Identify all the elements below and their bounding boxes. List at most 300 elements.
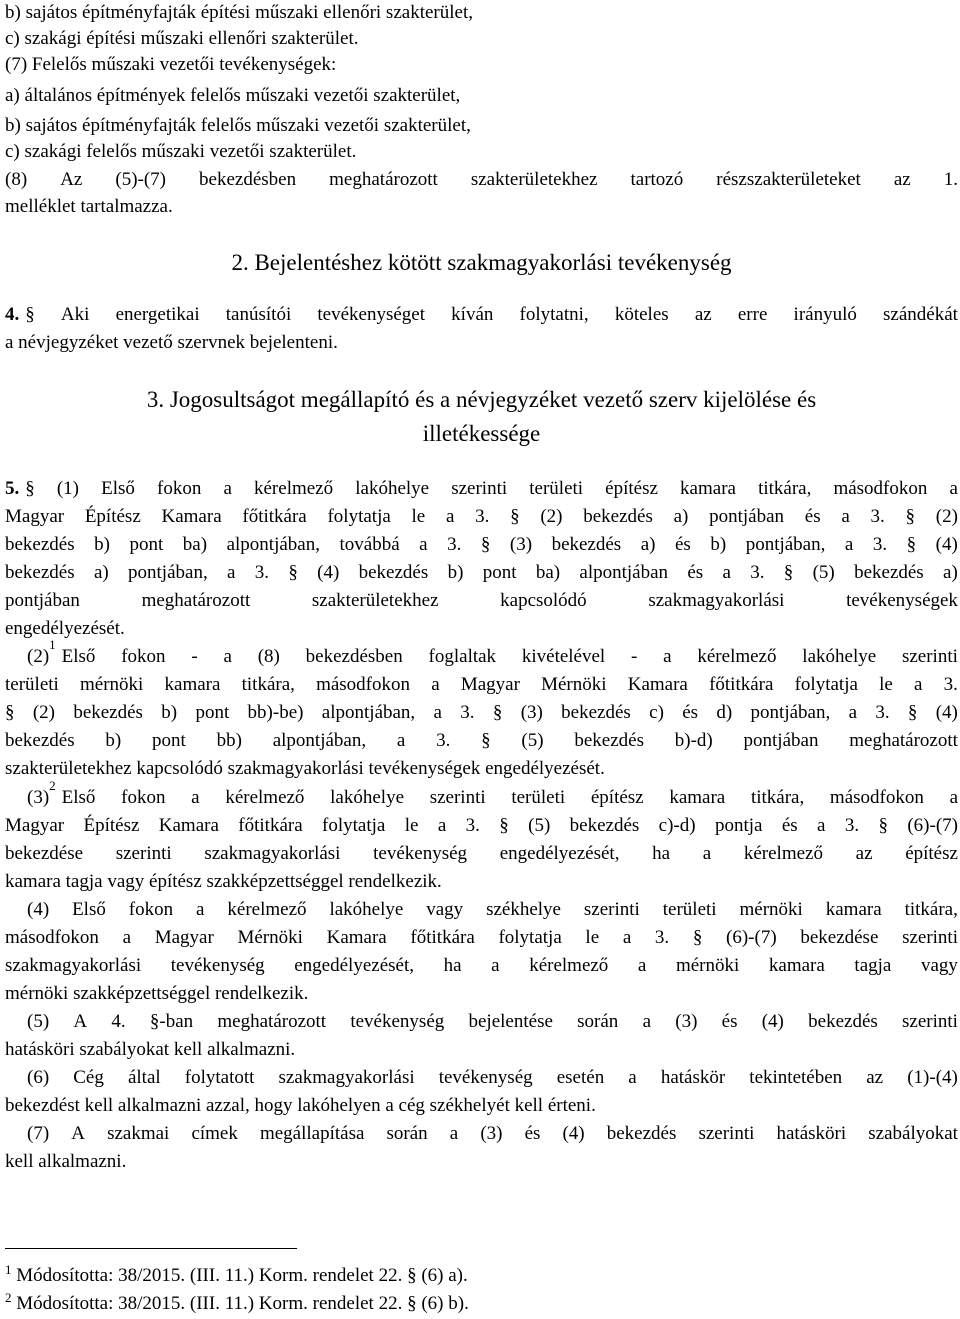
paragraph-line: hatásköri szabályokat kell alkalmazni.	[5, 1039, 296, 1060]
paragraph-line: kamara tagja vagy építész szakképzettséggel rendelkezik.	[5, 871, 442, 892]
word: pontjában,	[745, 534, 826, 555]
text-line: a) általános építmények felelős műszaki vezetői szakterület,	[5, 85, 461, 106]
word: bekezdés	[551, 534, 622, 555]
word: tanúsítói	[225, 304, 292, 325]
word: b)	[447, 562, 464, 583]
word: bekezdés	[73, 702, 143, 723]
word: főtitkára	[709, 674, 774, 695]
word: és	[687, 562, 704, 583]
word: §	[783, 562, 794, 583]
paragraph-line	[5, 589, 958, 613]
paragraph-line	[5, 673, 958, 697]
paragraph-2-first-line	[27, 637, 958, 669]
word: (4)	[761, 1011, 784, 1032]
word: engedélyezését,	[294, 955, 414, 976]
word: 4.	[111, 1011, 126, 1032]
word: §	[510, 506, 520, 527]
word: §	[5, 702, 15, 723]
word: hatáskör	[660, 1067, 726, 1088]
paragraph-number: (3)	[27, 787, 50, 808]
word: a	[914, 674, 923, 695]
word: címek	[191, 1123, 238, 1144]
word: (1)	[56, 478, 80, 499]
word: 3.	[460, 702, 475, 723]
word: meghatározott	[217, 1011, 327, 1032]
word: §	[25, 478, 35, 499]
word: szerinti	[451, 478, 508, 499]
word: 3.	[654, 927, 670, 948]
word: lakóhelye	[329, 899, 404, 920]
paragraph-line	[5, 926, 958, 950]
word: a	[445, 506, 455, 527]
word: bekezdés	[5, 730, 75, 751]
word: bb)	[216, 730, 242, 751]
word: (4)	[562, 1123, 585, 1144]
word: fokon	[157, 478, 202, 499]
text-line: c) szakági felelős műszaki vezetői szakterület.	[5, 141, 357, 162]
word: folytatja	[322, 815, 386, 836]
word: (3)	[480, 1123, 503, 1144]
word: fokon	[128, 899, 174, 920]
word: b)	[161, 702, 178, 723]
word: §	[480, 534, 491, 555]
word: a	[449, 1123, 459, 1144]
word: bekezdésben	[199, 169, 297, 190]
word: másodfokon	[833, 478, 928, 499]
word: (5)	[812, 562, 835, 583]
word: kérelmező	[529, 955, 609, 976]
word: pontjában	[709, 506, 785, 527]
word: a	[637, 955, 647, 976]
word: Kamara	[158, 815, 219, 836]
word: tevékenység	[373, 843, 468, 864]
word: b)	[94, 534, 110, 555]
word: területi	[529, 478, 584, 499]
word: bekezdés	[854, 562, 924, 583]
word: le	[879, 674, 893, 695]
paragraph-line: engedélyezését.	[5, 618, 125, 639]
word: és	[721, 1011, 738, 1032]
word: a	[191, 787, 200, 808]
word: Magyar	[460, 674, 520, 695]
word: Kamara	[326, 927, 387, 948]
word: titkára,	[904, 899, 958, 920]
paragraph-line: bekezdést kell alkalmazni azzal, hogy lakóhelyen a cég székhelyét kell érteni.	[5, 1095, 596, 1116]
footnote-ref[interactable]: 2	[49, 778, 56, 793]
word: tevékenységet	[317, 304, 426, 325]
text-line: c) szakági építési műszaki ellenőri szakterület.	[5, 28, 359, 49]
word: másodfokon	[316, 674, 411, 695]
word: tevékenységek	[846, 590, 958, 611]
word: 3.	[872, 534, 888, 555]
word: a	[817, 815, 826, 836]
word: (4)	[27, 899, 50, 920]
word: szerinti	[429, 787, 486, 808]
word: során	[577, 1011, 619, 1032]
section-4-text	[25, 303, 958, 327]
word: meghatározott	[141, 590, 251, 611]
word: titkára,	[758, 478, 812, 499]
word: (3)	[520, 702, 543, 723]
word: kamara	[669, 787, 726, 808]
word: §	[288, 562, 298, 583]
word: a)	[93, 562, 109, 583]
word: (4)	[317, 562, 340, 583]
word: területi	[662, 899, 717, 920]
word: tartozó	[630, 169, 684, 190]
word: kapcsolódó	[500, 590, 587, 611]
section-3-heading: 3. Jogosultságot megállapító és a névjegyzéket vezető szerv kijelölése és	[146, 387, 817, 412]
section-4-line: a névjegyzéket vezető szervnek bejelenteni.	[5, 332, 338, 353]
word: Magyar	[5, 506, 65, 527]
word: ha	[652, 843, 671, 864]
word: 3.	[844, 815, 860, 836]
word: §	[878, 815, 888, 836]
word: meghatározott	[849, 730, 958, 751]
word: továbbá	[339, 534, 400, 555]
word: kíván	[451, 304, 494, 325]
word: (5)-(7)	[115, 169, 167, 190]
word: bb)-be)	[247, 702, 304, 723]
word: az	[893, 169, 911, 190]
word: a	[227, 562, 236, 583]
word: 3.	[875, 702, 890, 723]
paragraph-8-line	[5, 168, 958, 192]
word: szakmagyakorlási	[5, 955, 142, 976]
word: Kamara	[161, 506, 222, 527]
paragraph-line	[5, 842, 958, 866]
word: -	[191, 646, 198, 667]
word: építész	[605, 478, 658, 499]
word: bekezdés	[561, 702, 631, 723]
word: bekezdése	[5, 843, 84, 864]
word: alpontjában	[579, 562, 669, 583]
word: mérnöki	[675, 955, 740, 976]
word: a	[223, 478, 232, 499]
paragraph-line	[5, 729, 958, 753]
word: bekezdés	[569, 815, 640, 836]
word: (3)	[509, 534, 533, 555]
word: az	[694, 304, 712, 325]
word: 3.	[447, 534, 462, 555]
section-4-line	[5, 303, 958, 327]
paragraph-line	[5, 505, 958, 529]
footnote-divider	[5, 1248, 297, 1249]
word: folytatja	[327, 506, 391, 527]
word: kérelmező	[227, 899, 307, 920]
footnote-2	[5, 1292, 469, 1316]
word: szakmagyakorlási	[278, 1067, 415, 1088]
word: alpontjában,	[321, 702, 416, 723]
section-number: 5.	[5, 478, 20, 499]
word: által	[127, 1067, 161, 1088]
word: Mérnöki	[237, 927, 303, 948]
word: meghatározott	[329, 169, 438, 190]
word: a	[702, 843, 712, 864]
word: fokon	[121, 646, 166, 667]
word: ba)	[182, 534, 208, 555]
word: kamara	[164, 674, 221, 695]
footnote-1	[5, 1264, 468, 1288]
word: és	[781, 815, 798, 836]
word: tevékenység	[170, 955, 265, 976]
word: (6)-(7)	[907, 815, 958, 836]
word: másodfokon	[829, 787, 924, 808]
word: és	[682, 702, 699, 723]
word: a	[949, 478, 958, 499]
word: A	[73, 1011, 88, 1032]
word: az	[866, 1067, 884, 1088]
footnote-mark: 1	[5, 1262, 12, 1277]
text-line: (7) Felelős műszaki vezetői tevékenységek:	[5, 54, 337, 75]
word: területi	[511, 787, 566, 808]
word: székhelye	[486, 899, 561, 920]
word: c)-d)	[658, 815, 696, 836]
word: mérnöki	[80, 674, 144, 695]
word: Első	[101, 478, 135, 499]
word: folytatja	[498, 927, 562, 948]
word: pont	[129, 534, 164, 555]
word: Első	[61, 646, 96, 667]
section-3-heading: illetékessége	[422, 421, 541, 446]
word: lakóhelye	[802, 646, 877, 667]
word: lakóhelye	[330, 787, 404, 808]
word: §	[905, 506, 916, 527]
word: a	[431, 674, 440, 695]
word: energetikai	[115, 304, 200, 325]
section-2-heading: 2. Bejelentéshez kötött szakmagyakorlási tevékenység	[231, 250, 732, 275]
word: irányuló	[793, 304, 857, 325]
word: szándékát	[883, 304, 958, 325]
word: pont	[482, 562, 517, 583]
paragraph-line: szakterületekhez kapcsolódó szakmagyakorlási tevékenységek engedélyezését.	[5, 758, 605, 779]
word: vagy	[920, 955, 958, 976]
footnote-text: Módosította: 38/2015. (III. 11.) Korm. rendelet 22. § (6) b).	[11, 1293, 469, 1314]
word: bejelentése	[468, 1011, 553, 1032]
word: (5)	[521, 730, 544, 751]
word: (2)	[935, 506, 958, 527]
paragraph-line: kell alkalmazni.	[5, 1151, 127, 1172]
word: pontjában,	[128, 562, 208, 583]
word: építész	[590, 787, 644, 808]
word: (4)	[935, 702, 958, 723]
word: és	[675, 534, 691, 555]
word: esetén	[556, 1067, 605, 1088]
word: A	[71, 1123, 85, 1144]
word: szerinti	[902, 927, 958, 948]
word: a	[223, 646, 232, 667]
word: b)-d)	[674, 730, 713, 751]
paragraph-line	[5, 954, 958, 978]
word: erre	[737, 304, 768, 325]
word: szerinti	[698, 1123, 755, 1144]
word: megállapítása	[259, 1123, 365, 1144]
section-number: 4.	[5, 304, 20, 325]
word: pont	[152, 730, 186, 751]
word: folytatni,	[519, 304, 589, 325]
word: szakterületekhez	[470, 169, 598, 190]
word: Kamara	[627, 674, 688, 695]
word: foglaltak	[428, 646, 497, 667]
word: §	[481, 730, 491, 751]
footnote-ref[interactable]: 1	[49, 637, 56, 652]
word: Aki	[60, 304, 90, 325]
paragraph-3-first-line	[27, 778, 958, 810]
word: kérelmező	[743, 843, 823, 864]
word: Magyar	[5, 815, 65, 836]
word: c)	[649, 702, 664, 723]
word: (8)	[5, 169, 28, 190]
word: Cég	[73, 1067, 104, 1088]
word: a	[196, 899, 205, 920]
word: főtitkára	[410, 927, 475, 948]
word: kérelmező	[254, 478, 334, 499]
word: pontjában	[5, 590, 80, 611]
word: bekezdés	[606, 1123, 677, 1144]
word: b)	[710, 534, 727, 555]
word: (2)	[32, 702, 55, 723]
word: a	[663, 646, 672, 667]
word: során	[386, 1123, 428, 1144]
word: 3.	[475, 506, 490, 527]
word: (6)	[27, 1067, 50, 1088]
word: le	[585, 927, 600, 948]
word: (7)	[27, 1123, 50, 1144]
word: építész	[905, 843, 958, 864]
word: fokon	[121, 787, 166, 808]
word: a)	[640, 534, 656, 555]
word: másodfokon	[5, 927, 99, 948]
word: bekezdése	[800, 927, 879, 948]
word: területi	[5, 674, 59, 695]
word: 1.	[943, 169, 958, 190]
word: kamara	[680, 478, 736, 499]
word: §	[492, 702, 503, 723]
word: a)	[673, 506, 689, 527]
word: (3)	[675, 1011, 698, 1032]
word: az	[855, 843, 873, 864]
word: a	[622, 927, 632, 948]
word: le	[404, 815, 419, 836]
word: le	[411, 506, 426, 527]
word: (4)	[935, 534, 958, 555]
paragraph-line	[5, 561, 958, 585]
word: kérelmező	[225, 787, 305, 808]
word: a	[491, 955, 500, 976]
word: szerinti	[583, 899, 640, 920]
word: Építész	[84, 506, 141, 527]
word: titkára,	[241, 674, 295, 695]
word: ba)	[535, 562, 561, 583]
word: szabályokat	[868, 1123, 958, 1144]
word: szakmai	[107, 1123, 170, 1144]
word: a	[949, 787, 958, 808]
text-line: b) sajátos építményfajták építési műszaki ellenőri szakterület,	[5, 2, 473, 23]
section-5-text	[25, 477, 958, 501]
word: bekezdés	[5, 562, 75, 583]
paragraph-text	[62, 786, 958, 810]
word: köteles	[614, 304, 669, 325]
word: alpontjában,	[226, 534, 320, 555]
word: (5)	[528, 815, 551, 836]
word: kamara	[768, 955, 825, 976]
word: tagja	[854, 955, 892, 976]
word: d)	[716, 702, 733, 723]
word: 3.	[436, 730, 451, 751]
word: a	[628, 1067, 637, 1088]
word: b)	[105, 730, 122, 751]
word: a	[437, 815, 447, 836]
word: §-ban	[149, 1011, 194, 1032]
paragraph-text	[62, 645, 958, 669]
word: tevékenység	[350, 1011, 445, 1032]
word: szerinti	[901, 646, 958, 667]
word: a	[433, 702, 442, 723]
word: bekezdés	[583, 506, 653, 527]
word: a	[122, 927, 132, 948]
word: kérelmező	[697, 646, 777, 667]
word: (1)-(4)	[907, 1067, 958, 1088]
word: folytatja	[794, 674, 858, 695]
word: bekezdés	[574, 730, 644, 751]
word: Építész	[83, 815, 140, 836]
word: (6)-(7)	[726, 927, 777, 948]
paragraph-line	[27, 1010, 958, 1034]
word: főtitkára	[238, 815, 303, 836]
text-line: b) sajátos építményfajták felelős műszaki vezetői szakterület,	[5, 115, 471, 136]
word: ha	[443, 955, 462, 976]
word: szerinti	[115, 843, 172, 864]
word: a	[841, 506, 850, 527]
word: a	[844, 534, 854, 555]
word: §	[499, 815, 509, 836]
word: és	[524, 1123, 541, 1144]
section-5-line	[5, 477, 958, 501]
word: és	[804, 506, 821, 527]
paragraph-line: mérnöki szakképzettséggel rendelkezik.	[5, 983, 309, 1004]
word: Magyar	[154, 927, 214, 948]
word: kamara	[825, 899, 882, 920]
paragraph-line	[27, 898, 958, 922]
word: 3.	[943, 674, 958, 695]
word: -	[631, 646, 638, 667]
word: Az	[60, 169, 83, 190]
word: titkára,	[750, 787, 805, 808]
word: főtitkára	[242, 506, 307, 527]
word: a	[642, 1011, 651, 1032]
word: vagy	[426, 899, 464, 920]
word: a	[848, 702, 857, 723]
word: §	[906, 534, 917, 555]
word: Első	[72, 899, 106, 920]
word: pontjában,	[750, 702, 831, 723]
paragraph-line	[5, 533, 958, 557]
word: pontja	[714, 815, 763, 836]
word: §	[907, 702, 918, 723]
word: Mérnöki	[541, 674, 607, 695]
paragraph-line	[27, 1122, 958, 1146]
word: részszakterületeket	[716, 169, 861, 190]
word: (2)	[540, 506, 563, 527]
word: bekezdés	[358, 562, 429, 583]
footnote-mark: 2	[5, 1290, 12, 1305]
word: bekezdésben	[305, 646, 403, 667]
word: bekezdés	[808, 1011, 878, 1032]
word: mérnöki	[739, 899, 803, 920]
word: 3.	[465, 815, 480, 836]
word: 3.	[870, 506, 885, 527]
word: szerinti	[902, 1011, 958, 1032]
